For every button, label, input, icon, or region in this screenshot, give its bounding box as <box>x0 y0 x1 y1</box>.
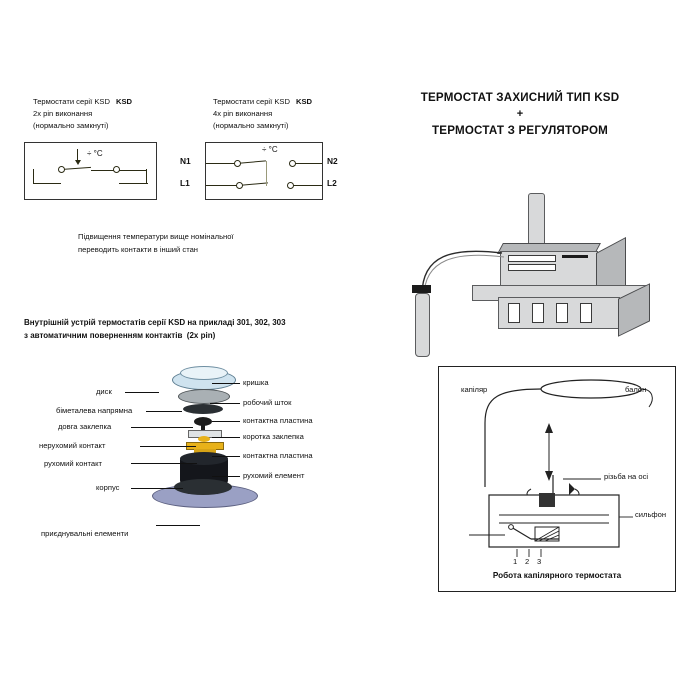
device-illustration <box>412 185 682 355</box>
page-title-line2: ТЕРМОСТАТ З РЕГУЛЯТОРОМ <box>431 124 609 137</box>
leader-line-rivet <box>131 427 193 428</box>
schematic-right-node-n1 <box>234 160 241 167</box>
exploded-label-connectors: приєднувальні елементи <box>41 529 129 538</box>
pin-label-1: 1 <box>513 557 518 566</box>
leader-line-plate-1 <box>212 421 240 422</box>
terminal-l1: L1 <box>180 178 190 188</box>
exploded-label-moving-contact: рухомий контакт <box>44 459 103 468</box>
schematic-right-heading-3: (нормально замкнуті) <box>213 121 289 130</box>
schematic-right-heading-1: Термостати серії KSD <box>213 97 290 106</box>
schematic-left-node-a <box>58 166 65 173</box>
exploded-label-short-rivet: коротка заклепка <box>243 432 304 441</box>
exploded-heading-1: Внутрішній устрій термостатів серії KSD на прикладі 301, 302, 303 <box>24 318 286 327</box>
bimetal-guide-part <box>183 404 223 414</box>
schematic-right-wire-l1 <box>206 185 238 186</box>
bulb-fitting <box>412 285 431 293</box>
schematic-left-degree-label: ÷ °C <box>87 149 103 158</box>
pin-label-3: 3 <box>537 557 542 566</box>
schematic-right-node-l2 <box>287 182 294 189</box>
exploded-label-movable: рухомий елемент <box>243 471 305 480</box>
exploded-heading-2: з автоматичним поверненням контактів (2х pin) <box>24 331 216 340</box>
schematic-right-box <box>205 142 323 200</box>
schematic-right-heading-2: 4х pin виконання <box>213 109 273 118</box>
schematic-right-link <box>266 161 267 186</box>
housing-base <box>174 479 232 495</box>
schematic-left-heading-1: Термостати серії KSD <box>33 97 110 106</box>
terminal-l2: L2 <box>327 178 337 188</box>
exploded-label-long-rivet: довга заклепка <box>58 422 112 431</box>
leader-line-moving-contact <box>131 463 197 464</box>
leader-line-movable <box>212 476 240 477</box>
leader-line-short-rivet <box>212 437 240 438</box>
note-line2: переводить контакти в інший стан <box>78 245 198 254</box>
schematic-right-wire-l2 <box>290 185 322 186</box>
bellows-label: сильфон <box>635 510 667 519</box>
leader-line-disc <box>125 392 159 393</box>
schematic-left-wire-left <box>33 183 61 184</box>
schematic-left-node-b <box>113 166 120 173</box>
leader-line-shaft <box>210 403 240 404</box>
schematic-right-heading-bold: KSD <box>296 97 313 106</box>
capillary-figure <box>438 366 676 592</box>
capillary-caption: Робота капілярного термостата <box>492 571 622 580</box>
schematic-left-wire-left-up <box>33 169 34 184</box>
exploded-label-housing: корпус <box>96 483 120 492</box>
schematic-left-wire-right <box>119 183 148 184</box>
exploded-label-shaft: робочий шток <box>243 398 292 407</box>
terminal-n1: N1 <box>180 156 191 166</box>
leader-line-cover <box>212 383 240 384</box>
leader-line-connectors <box>156 525 200 526</box>
schematic-left-switch-blade <box>61 167 91 170</box>
balloon-label: балон <box>625 385 647 394</box>
schematic-right-node-l1 <box>236 182 243 189</box>
capillary-tube <box>412 185 682 355</box>
schematic-left-box <box>24 142 157 200</box>
schematic-left-arrow-head <box>75 160 81 165</box>
schematic-right-wire-n1 <box>206 163 236 164</box>
page-title-plus: + <box>516 108 524 120</box>
terminal-n2: N2 <box>327 156 338 166</box>
schematic-right-wire-n2 <box>292 163 322 164</box>
schematic-left-heading-2: 2х pin виконання <box>33 109 93 118</box>
exploded-label-bimetal: біметалева напрямна <box>56 406 133 415</box>
leader-line-housing <box>131 488 183 489</box>
pin-label-2: 2 <box>525 557 530 566</box>
sensor-bulb <box>415 293 430 357</box>
leader-line-fixed-contact <box>140 446 196 447</box>
exploded-label-cover: кришка <box>243 378 269 387</box>
schematic-right-node-n2 <box>289 160 296 167</box>
exploded-label-plate-2: контактна пластина <box>243 451 313 460</box>
capillary-label: капіляр <box>461 385 488 394</box>
leader-line-bimetal <box>146 411 182 412</box>
page-title-line1: ТЕРМОСТАТ ЗАХИСНИЙ ТИП KSD <box>420 91 620 104</box>
exploded-label-plate-1: контактна пластина <box>243 416 313 425</box>
cover-top-part <box>180 366 228 380</box>
exploded-label-fixed-contact: нерухомий контакт <box>39 441 106 450</box>
schematic-left-heading-bold: KSD <box>116 97 133 106</box>
note-line1: Підвищення температури вище номінальної <box>78 232 234 241</box>
thread-label: різьба на осі <box>604 472 649 481</box>
exploded-label-disc: диск <box>96 387 112 396</box>
schematic-right-degree-label: ÷ °C <box>262 145 278 154</box>
disc-part <box>178 389 230 404</box>
schematic-left-heading-3: (нормально замкнуті) <box>33 121 109 130</box>
leader-line-plate-2 <box>212 456 240 457</box>
